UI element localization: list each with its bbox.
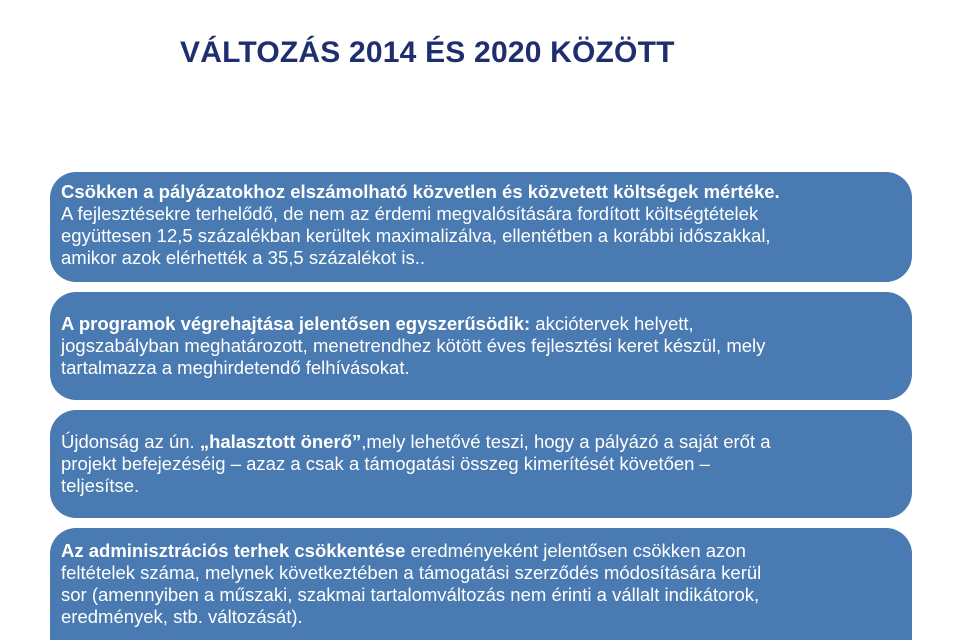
info-box-programs — [50, 292, 912, 400]
box-pre: Újdonság az ún. — [61, 431, 200, 452]
box-text-line: amikor azok elérhették a 35,5 százalékot is.. — [61, 247, 426, 268]
info-box-administration — [50, 528, 912, 640]
box-lead-rest: akciótervek helyett, — [530, 313, 694, 334]
info-box-self-contribution — [50, 410, 912, 518]
box-lead-rest: eredményeként jelentősen csökken azon — [405, 540, 746, 561]
slide-title: VÁLTOZÁS 2014 ÉS 2020 KÖZÖTT — [180, 36, 675, 69]
box-text-line: A fejlesztésekre terhelődő, de nem az érdemi megvalósítására fordított költségtételek — [61, 203, 759, 224]
box-text-line: tartalmazza a meghirdetendő felhívásokat. — [61, 357, 410, 378]
box-lead-rest: ,mely lehetővé teszi, hogy a pályázó a saját erőt a — [361, 431, 771, 452]
box-text-line: sor (amennyiben a műszaki, szakmai tartalomváltozás nem érinti a vállalt indikátorok, — [61, 584, 760, 605]
box-lead: Az adminisztrációs terhek csökkentése — [61, 540, 406, 561]
box-text-line: teljesítse. — [61, 475, 140, 496]
box-first-line — [61, 431, 900, 453]
box-text-line: eredmények, stb. változását). — [61, 606, 303, 627]
box-text-line: együttesen 12,5 százalékban kerültek maximalizálva, ellentétben a korábbi időszakkal, — [61, 225, 771, 246]
box-first-line — [61, 540, 900, 562]
info-box-costs — [50, 172, 912, 282]
box-lead: „halasztott önerő” — [199, 431, 362, 452]
box-text-line: feltételek száma, melynek következtében a támogatási szerződés módosítására kerül — [61, 562, 762, 583]
box-lead: A programok végrehajtása jelentősen egyszerűsödik: — [61, 313, 531, 334]
box-text-line: jogszabályban meghatározott, menetrendhez kötött éves fejlesztési keret készül, mely — [61, 335, 766, 356]
box-lead: Csökken a pályázatokhoz elszámolható közvetlen és közvetett költségek mértéke. — [61, 181, 780, 202]
box-first-line — [61, 313, 900, 335]
box-text-line: projekt befejezéséig – azaz a csak a támogatási összeg kimerítését követően – — [61, 453, 710, 474]
